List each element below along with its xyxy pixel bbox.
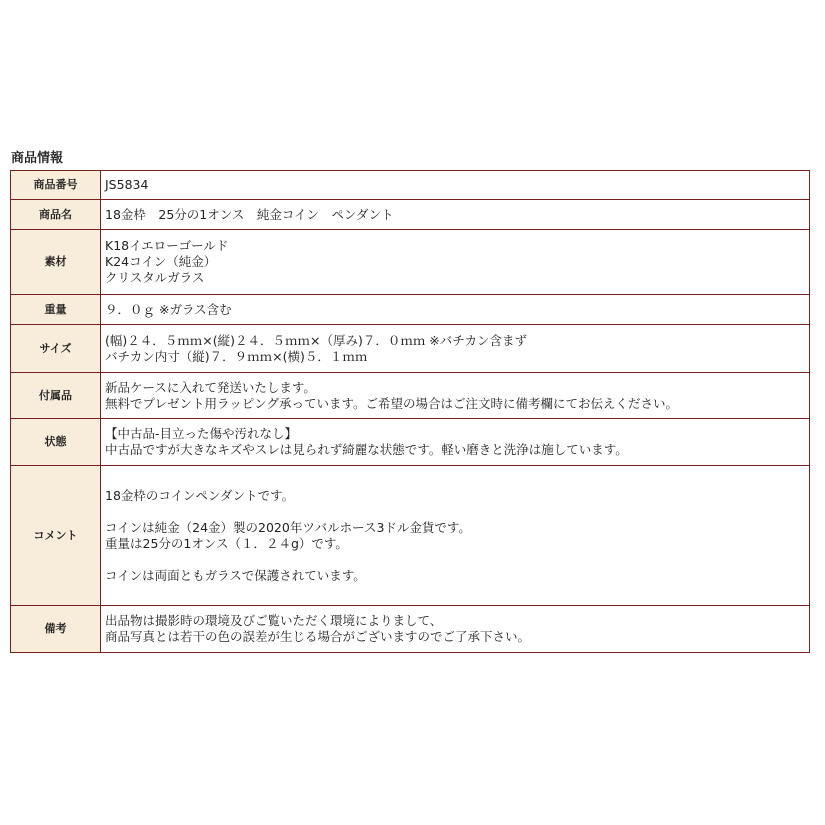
value-accessories	[101, 373, 810, 419]
size-line: (幅)２４．５ｍｍ×(縦)２４．５ｍｍ×（厚み)７．０ｍｍ ※バチカン含まず	[105, 332, 528, 348]
comment-line: 重量は25分の1オンス（１．２４g）です。	[105, 535, 348, 551]
condition-line: 【中古品-目立った傷や汚れなし】	[105, 426, 298, 441]
value-size	[101, 325, 810, 373]
value-condition	[101, 419, 810, 466]
label-comment: コメント	[11, 466, 101, 606]
table-row-size	[11, 325, 810, 373]
table-row-item-number	[11, 171, 810, 200]
section-title: 商品情報	[11, 151, 64, 166]
material-line: K18イエローゴールド	[105, 238, 229, 253]
value-material	[101, 230, 810, 295]
table-row-item-name	[11, 200, 810, 230]
material-line: クリスタルガラス	[105, 270, 205, 285]
material-line: K24コイン（純金）	[105, 254, 217, 269]
accessories-line: 無料でプレゼント用ラッピング承っています。ご希望の場合はご注文時に備考欄にてお伝えください。	[105, 395, 679, 411]
table-row-remarks	[11, 606, 810, 653]
remarks-line: 商品写真とは若干の色の誤差が生じる場合がございますのでご了承下さい。	[105, 629, 531, 644]
product-info-table	[10, 170, 810, 653]
comment-line: 18金枠のコインペンダントです。	[105, 487, 295, 503]
value-item-number	[101, 171, 810, 200]
table-row-condition	[11, 419, 810, 466]
table-row-accessories	[11, 373, 810, 419]
remarks-line: 出品物は撮影時の環境及びご覧いただく環境によりまして、	[105, 613, 443, 628]
label-accessories: 付属品	[11, 373, 101, 419]
condition-line: 中古品ですが大きなキズやスレは見られず綺麗な状態です。軽い磨きと洗浄は施しています。	[105, 442, 628, 457]
comment-spacer	[105, 504, 809, 520]
label-remarks: 備考	[11, 606, 101, 653]
label-item-name: 商品名	[11, 200, 101, 230]
table-row-weight	[11, 295, 810, 325]
comment-line: コインは純金（24金）製の2020年ツバルホース3ドル金貨です。	[105, 519, 471, 535]
item-name-text: 18金枠 25分の1オンス 純金コイン ペンダント	[105, 206, 394, 222]
table-row-comment	[11, 466, 810, 606]
value-remarks	[101, 606, 810, 653]
label-material: 素材	[11, 230, 101, 295]
label-item-number: 商品番号	[11, 171, 101, 200]
label-condition: 状態	[11, 419, 101, 466]
value-item-name	[101, 200, 810, 230]
accessories-line: 新品ケースに入れて発送いたします。	[105, 379, 316, 395]
comment-line: コインは両面ともガラスで保護されています。	[105, 567, 366, 583]
label-size: サイズ	[11, 325, 101, 373]
item-number-text: JS5834	[105, 177, 149, 192]
label-weight: 重量	[11, 295, 101, 325]
value-weight	[101, 295, 810, 325]
comment-spacer	[105, 552, 809, 568]
size-line: バチカン内寸（縦)７．９ｍｍ×(横)５．１ｍｍ	[105, 348, 368, 364]
value-comment	[101, 466, 810, 606]
table-row-material	[11, 230, 810, 295]
weight-text: ９．０ｇ ※ガラス含む	[105, 301, 232, 317]
